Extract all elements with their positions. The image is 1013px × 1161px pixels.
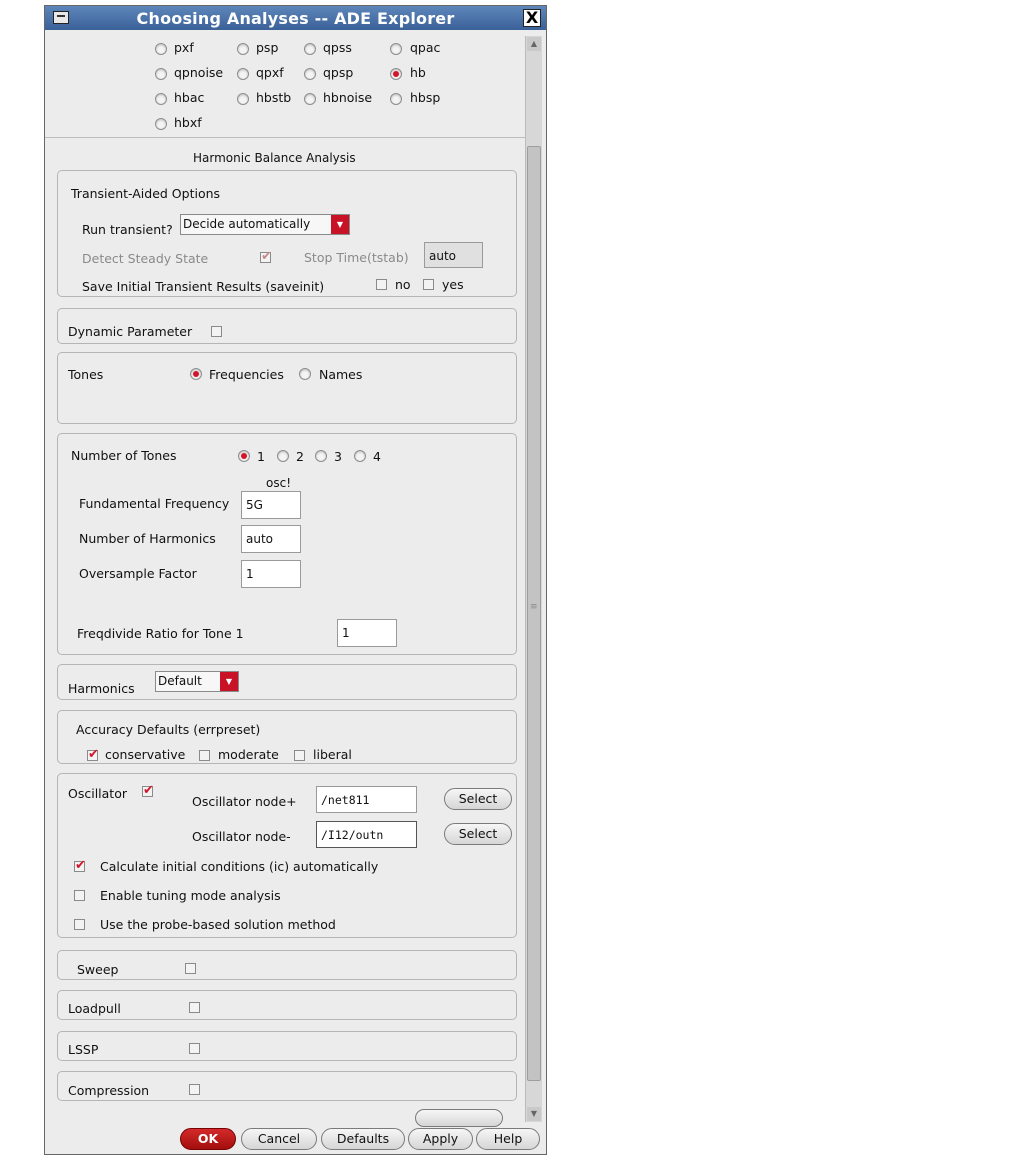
sweep-panel <box>57 950 517 980</box>
tones-count-label-1: 1 <box>257 449 265 464</box>
separator <box>45 137 525 138</box>
sweep-checkbox[interactable] <box>185 963 196 974</box>
analysis-label-hbnoise: hbnoise <box>323 90 373 105</box>
help-button[interactable]: Help <box>476 1128 540 1150</box>
oscillator-panel <box>57 773 517 938</box>
radio-hbsp[interactable] <box>390 93 402 105</box>
analysis-label-qpsp: qpsp <box>323 65 354 80</box>
column-header-osc: osc! <box>266 476 292 490</box>
stop-time-label: Stop Time(tstab) <box>304 250 409 265</box>
compression-panel <box>57 1071 517 1101</box>
dynamic-parameter-panel <box>57 308 517 344</box>
tones-frequencies-label: Frequencies <box>209 367 284 382</box>
radio-hbstb[interactable] <box>237 93 249 105</box>
tones-count-label-3: 3 <box>334 449 342 464</box>
apply-button[interactable]: Apply <box>408 1128 473 1150</box>
radio-hbnoise[interactable] <box>304 93 316 105</box>
save-initial-no-checkbox[interactable] <box>376 279 387 290</box>
dropdown-arrow-icon: ▼ <box>220 672 238 691</box>
harmonics-label: Harmonics <box>68 681 135 696</box>
loadpull-panel <box>57 990 517 1020</box>
fundamental-frequency-field[interactable]: 5G <box>241 491 301 519</box>
analysis-label-qpss: qpss <box>323 40 352 55</box>
save-initial-no-label: no <box>395 277 411 292</box>
window-title: Choosing Analyses -- ADE Explorer <box>136 9 455 28</box>
radio-qpss[interactable] <box>304 43 316 55</box>
lssp-label: LSSP <box>68 1042 99 1057</box>
dropdown-arrow-icon: ▼ <box>331 215 349 234</box>
oscillator-node-minus-field[interactable]: /I12/outn <box>316 821 417 848</box>
tones-count-radio-4[interactable] <box>354 450 366 462</box>
loadpull-label: Loadpull <box>68 1001 121 1016</box>
section-title: Harmonic Balance Analysis <box>193 151 356 165</box>
tuning-mode-label: Enable tuning mode analysis <box>100 888 281 903</box>
analysis-label-hbxf: hbxf <box>174 115 202 130</box>
accuracy-moderate-label: moderate <box>218 747 279 762</box>
analysis-label-qpac: qpac <box>410 40 441 55</box>
analysis-label-psp: psp <box>256 40 279 55</box>
accuracy-conservative-checkbox[interactable]: ✔ <box>88 747 99 762</box>
freqdivide-ratio-field[interactable]: 1 <box>337 619 397 647</box>
title-bar <box>45 6 546 30</box>
close-button[interactable]: X <box>523 9 541 27</box>
save-initial-label: Save Initial Transient Results (saveinit) <box>82 279 325 294</box>
scroll-down-arrow-icon[interactable]: ▼ <box>527 1107 541 1121</box>
oscillator-node-minus-label: Oscillator node- <box>192 829 291 844</box>
select-node-plus-button[interactable]: Select <box>444 788 512 810</box>
lssp-panel <box>57 1031 517 1061</box>
calc-ic-checkbox[interactable]: ✔ <box>75 858 86 873</box>
tones-count-radio-1[interactable] <box>238 450 250 462</box>
run-transient-value: Decide automatically <box>183 217 311 231</box>
vertical-scrollbar[interactable] <box>525 36 542 1122</box>
number-of-harmonics-field[interactable]: auto <box>241 525 301 553</box>
oscillator-checkbox[interactable]: ✔ <box>143 783 154 798</box>
detect-steady-state-label: Detect Steady State <box>82 251 209 266</box>
tones-count-label-2: 2 <box>296 449 304 464</box>
transient-heading: Transient-Aided Options <box>71 186 221 201</box>
analysis-label-hb: hb <box>410 65 426 80</box>
freqdivide-ratio-label: Freqdivide Ratio for Tone 1 <box>77 626 244 641</box>
radio-qpxf[interactable] <box>237 68 249 80</box>
dynamic-parameter-label: Dynamic Parameter <box>68 324 193 339</box>
tuning-mode-checkbox[interactable] <box>74 890 85 901</box>
radio-hb[interactable] <box>390 68 402 80</box>
radio-qpsp[interactable] <box>304 68 316 80</box>
harmonics-value: Default <box>158 674 202 688</box>
sweep-label: Sweep <box>77 962 119 977</box>
accuracy-heading: Accuracy Defaults (errpreset) <box>76 722 261 737</box>
run-transient-combo[interactable] <box>180 214 350 235</box>
radio-qpnoise[interactable] <box>155 68 167 80</box>
harmonics-combo[interactable] <box>155 671 239 692</box>
analysis-label-hbstb: hbstb <box>256 90 292 105</box>
oversample-factor-label: Oversample Factor <box>79 566 197 581</box>
radio-psp[interactable] <box>237 43 249 55</box>
tones-count-label-4: 4 <box>373 449 381 464</box>
analysis-label-hbac: hbac <box>174 90 205 105</box>
select-node-minus-button[interactable]: Select <box>444 823 512 845</box>
loadpull-checkbox[interactable] <box>189 1002 200 1013</box>
ok-button[interactable]: OK <box>180 1128 236 1150</box>
accuracy-conservative-label: conservative <box>105 747 186 762</box>
oversample-factor-field[interactable]: 1 <box>241 560 301 588</box>
cancel-button[interactable]: Cancel <box>241 1128 317 1150</box>
transient-options-panel <box>57 170 517 297</box>
lssp-checkbox[interactable] <box>189 1043 200 1054</box>
accuracy-moderate-checkbox[interactable] <box>199 750 210 761</box>
scroll-thumb[interactable] <box>527 146 541 1081</box>
dynamic-parameter-checkbox[interactable] <box>211 326 222 337</box>
probe-method-checkbox[interactable] <box>74 919 85 930</box>
number-of-tones-label: Number of Tones <box>71 448 177 463</box>
analysis-label-pxf: pxf <box>174 40 194 55</box>
choosing-analyses-window <box>44 5 547 1155</box>
number-of-tones-panel <box>57 433 517 655</box>
calc-ic-label: Calculate initial conditions (ic) automatically <box>100 859 379 874</box>
oscillator-label: Oscillator <box>68 786 127 801</box>
oscillator-node-plus-label: Oscillator node+ <box>192 794 297 809</box>
harmonics-panel <box>57 664 517 700</box>
analysis-label-qpnoise: qpnoise <box>174 65 224 80</box>
accuracy-defaults-panel <box>57 710 517 764</box>
number-of-harmonics-label: Number of Harmonics <box>79 531 216 546</box>
radio-hbac[interactable] <box>155 93 167 105</box>
tones-label: Tones <box>68 367 104 382</box>
radio-hbxf[interactable] <box>155 118 167 130</box>
defaults-button[interactable]: Defaults <box>321 1128 405 1150</box>
tones-frequencies-radio[interactable] <box>190 368 202 380</box>
accuracy-liberal-checkbox[interactable] <box>294 750 305 761</box>
run-transient-label: Run transient? <box>82 222 173 237</box>
compression-checkbox[interactable] <box>189 1084 200 1095</box>
stop-time-field[interactable]: auto <box>424 242 483 268</box>
compression-label: Compression <box>68 1083 150 1098</box>
radio-qpac[interactable] <box>390 43 402 55</box>
partial-hidden-button <box>415 1109 503 1127</box>
tones-count-radio-2[interactable] <box>277 450 289 462</box>
save-initial-yes-checkbox[interactable] <box>423 279 434 290</box>
probe-method-label: Use the probe-based solution method <box>100 917 336 932</box>
accuracy-liberal-label: liberal <box>313 747 352 762</box>
tones-panel <box>57 352 517 424</box>
analysis-label-hbsp: hbsp <box>410 90 441 105</box>
scroll-up-arrow-icon[interactable]: ▲ <box>527 37 541 51</box>
tones-names-label: Names <box>319 367 363 382</box>
tones-count-radio-3[interactable] <box>315 450 327 462</box>
analysis-label-qpxf: qpxf <box>256 65 284 80</box>
radio-pxf[interactable] <box>155 43 167 55</box>
oscillator-node-plus-field[interactable]: /net811 <box>316 786 417 813</box>
save-initial-yes-label: yes <box>442 277 464 292</box>
tones-names-radio[interactable] <box>299 368 311 380</box>
fundamental-frequency-label: Fundamental Frequency <box>79 496 230 511</box>
detect-steady-state-checkbox[interactable]: ✔ <box>261 249 272 264</box>
